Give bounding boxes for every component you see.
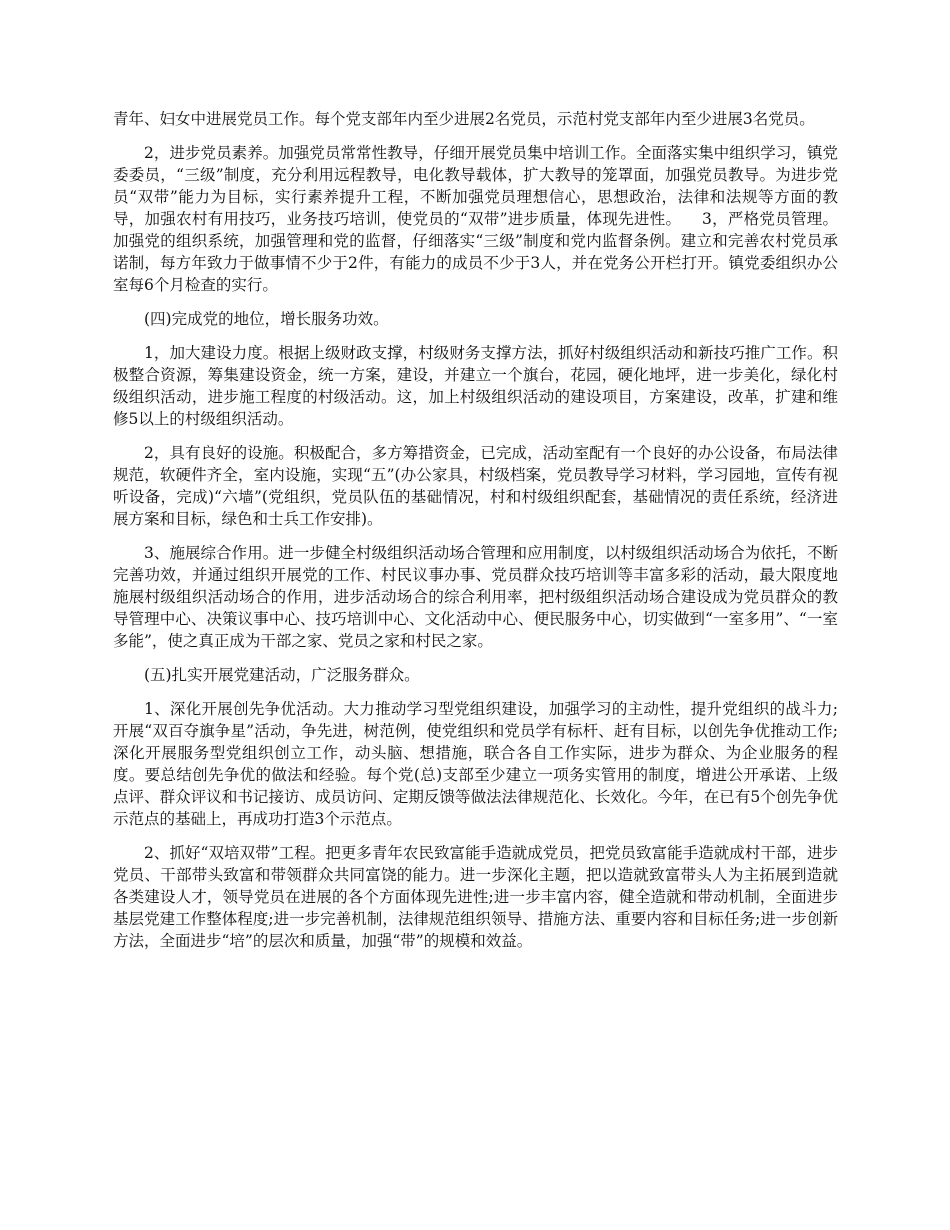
paragraph-party-member-quality: 2，进步党员素养。加强党员常常性教导，仔细开展党员集中培训工作。全面落实集中组织学习，镇党委委员，“三级”制度，充分利用远程教导，电化教导载体，扩大教导的笼罩面，加强党员教导。为进步党员“双带”能力为目标，实行素养提升工程，不断加强党员理想信心，思想政治，法律和法规等方面的教导，加强农村有用技巧，业务技巧培训，使党员的“双带”进步质量，体现先进性。 3，严格党员管理。加强党的组织系统，加强管理和党的监督，仔细落实“三级”制度和党内监督条例。建立和完善农村党员承诺制，每方年致力于做事情不少于2件，有能力的成员不少于3人，并在党务公开栏打开。镇党委组织办公室每6个月检查的实行。	[113, 144, 838, 294]
paragraph-continued: 青年、妇女中进展党员工作。每个党支部年内至少进展2名党员，示范村党支部年内至少进展3名党员。	[113, 110, 815, 128]
document-page	[113, 108, 838, 964]
paragraph-construction-effort: 1，加大建设力度。根据上级财政支撑，村级财务支撑方法，抓好村级组织活动和新技巧推广工作。积极整合资源，筹集建设资金，统一方案，建设，并建立一个旗台，花园，硬化地坪，进一步美化，绿化村级组织活动，进步施工程度的村级活动。这，加上村级组织活动的建设项目，方案建设，改革，扩建和维修5以上的村级组织活动。	[113, 344, 838, 428]
paragraph-double-training: 2、抓好“双培双带”工程。把更多青年农民致富能手造就成党员，把党员致富能手造就成村干部，进步党员、干部带头致富和带领群众共同富饶的能力。进一步深化主题，把以造就致富带头人为主拓展到造就各类建设人才，领导党员在进展的各个方面体现先进性;进一步丰富内容，健全造就和带动机制，全面进步基层党建工作整体程度;进一步完善机制，法律规范组织领导、措施方法、重要内容和目标任务;进一步创新方法，全面进步“培”的层次和质量，加强“带”的规模和效益。	[113, 844, 838, 950]
paragraph-facilities: 2，具有良好的设施。积极配合，多方筹措资金，已完成，活动室配有一个良好的办公设备，布局法律规范，软硬件齐全，室内设施，实现“五”(办公家具，村级档案，党员教导学习材料，学习园地，宣传有视听设备，完成)“六墙”(党组织，党员队伍的基础情况，村和村级组织配套，基础情况的责任系统，经济进展方案和目标，绿色和士兵工作安排)。	[113, 444, 838, 528]
paragraph-comprehensive-role: 3、施展综合作用。进一步健全村级组织活动场合管理和应用制度，以村级组织活动场合为依托，不断完善功效，并通过组织开展党的工作、村民议事办事、党员群众技巧培训等丰富多彩的活动，最大限度地施展村级组织活动场合的作用，进步活动场合的综合利用率，把村级组织活动场合建设成为党员群众的教导管理中心、决策议事中心、技巧培训中心、文化活动中心、便民服务中心，切实做到“一室多用”、“一室多能”，使之真正成为干部之家、党员之家和村民之家。	[113, 544, 838, 650]
section-heading-four: (四)完成党的地位，增长服务功效。	[144, 310, 389, 328]
section-heading-five: (五)扎实开展党建活动，广泛服务群众。	[144, 666, 420, 684]
paragraph-excellence-activities: 1、深化开展创先争优活动。大力推动学习型党组织建设，加强学习的主动性，提升党组织的战斗力;开展“双百夺旗争星”活动，争先进，树范例，使党组织和党员学有标杆、赶有目标，以创先争优推动工作;深化开展服务型党组织创立工作，动头脑、想措施，联合各自工作实际，进步为群众、为企业服务的程度。要总结创先争优的做法和经验。每个党(总)支部至少建立一项务实管用的制度，增进公开承诺、上级点评、群众评议和书记接访、成员访问、定期反馈等做法法律规范化、长效化。今年，在已有5个创先争优示范点的基础上，再成功打造3个示范点。	[113, 700, 838, 828]
